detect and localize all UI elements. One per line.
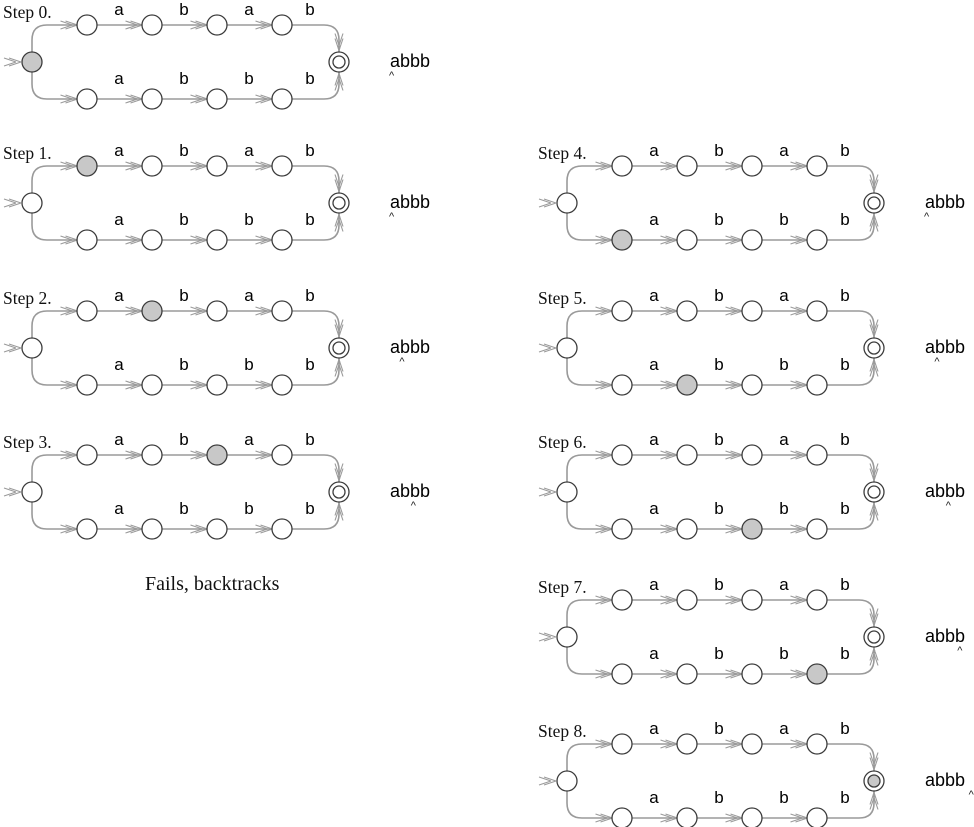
state-bottom-2	[142, 230, 162, 250]
state-top-1	[612, 445, 632, 465]
input-caret: ^	[389, 70, 395, 82]
transition-label-top: a	[244, 285, 254, 305]
state-bottom-3	[207, 375, 227, 395]
arrowheads	[4, 162, 343, 244]
transition-label-bottom: b	[714, 499, 724, 518]
state-bottom-3	[207, 230, 227, 250]
input-string	[390, 481, 430, 511]
transition-label-bottom: b	[244, 499, 254, 518]
state-start	[557, 338, 577, 358]
arrowheads	[4, 307, 343, 389]
state-final-inner	[868, 342, 880, 354]
nfa-step-2	[2, 286, 442, 414]
step-label: Step 5.	[538, 287, 587, 308]
state-final-inner	[868, 631, 880, 643]
nfa-step-8	[537, 719, 974, 827]
transition-label-top: a	[649, 574, 659, 594]
transition-label-top: b	[714, 285, 724, 305]
step-label: Step 2.	[3, 287, 52, 308]
transition-label-top: a	[649, 141, 659, 160]
transition-label-bottom: a	[649, 788, 659, 807]
transition-label-top: a	[649, 719, 659, 738]
transition-label-bottom: b	[244, 210, 254, 229]
nfa-graph	[537, 575, 974, 703]
input-string	[390, 192, 430, 222]
input-text: abbb	[925, 336, 966, 357]
state-top-4	[272, 156, 292, 176]
transition-label-top: b	[714, 719, 724, 738]
state-top-3	[207, 301, 227, 321]
state-top-2	[677, 156, 697, 176]
transition-label-bottom: a	[114, 354, 124, 374]
state-top-4	[272, 15, 292, 35]
state-bottom-1	[612, 808, 632, 827]
transition-label-top: a	[779, 285, 789, 305]
state-bottom-4	[807, 808, 827, 827]
input-caret: ^	[410, 500, 416, 512]
state-top-4	[272, 301, 292, 321]
state-bottom-1	[612, 230, 632, 250]
transition-label-top: a	[779, 719, 789, 738]
transition-label-bottom: b	[840, 788, 850, 807]
input-string	[925, 770, 974, 801]
nfa-graph	[2, 430, 442, 558]
state-top-1	[612, 734, 632, 754]
input-string	[925, 192, 965, 222]
state-top-4	[807, 734, 827, 754]
input-caret: ^	[924, 211, 930, 223]
transition-label-bottom: a	[649, 354, 659, 374]
input-string	[925, 481, 965, 511]
transition-label-top: a	[114, 285, 124, 305]
input-text: abbb	[925, 770, 966, 790]
input-text: abbb	[925, 625, 966, 646]
input-text: abbb	[390, 192, 431, 212]
transition-label-bottom: b	[179, 69, 189, 88]
transition-label-top: b	[179, 430, 189, 449]
transition-label-top: b	[305, 141, 315, 160]
state-top-3	[742, 734, 762, 754]
step-label: Step 3.	[3, 432, 52, 452]
state-final-inner	[333, 56, 345, 68]
arrowheads	[539, 162, 878, 244]
transition-label-top: b	[714, 574, 724, 594]
nfa-step-7	[537, 575, 974, 703]
arrowheads	[4, 451, 343, 533]
state-bottom-2	[142, 89, 162, 109]
state-start	[22, 338, 42, 358]
state-bottom-1	[77, 519, 97, 539]
transition-label-bottom: a	[114, 499, 124, 518]
state-bottom-3	[742, 519, 762, 539]
arrowheads	[539, 451, 878, 533]
transition-label-top: b	[305, 0, 315, 19]
arrowheads	[539, 740, 878, 822]
transition-label-bottom: a	[114, 69, 124, 88]
state-top-1	[77, 156, 97, 176]
transition-label-top: a	[114, 141, 124, 160]
transition-label-bottom: b	[714, 788, 724, 807]
transition-label-top: b	[840, 430, 850, 449]
transition-label-bottom: b	[305, 499, 315, 518]
transition-label-bottom: b	[714, 354, 724, 374]
step-label: Step 6.	[538, 432, 587, 452]
state-top-3	[742, 445, 762, 465]
input-string	[925, 337, 965, 367]
transition-label-bottom: b	[179, 210, 189, 229]
transition-label-bottom: b	[779, 210, 789, 229]
transition-label-bottom: b	[244, 69, 254, 88]
state-bottom-2	[142, 519, 162, 539]
state-top-1	[77, 301, 97, 321]
state-top-3	[207, 156, 227, 176]
transition-label-bottom: b	[779, 788, 789, 807]
transition-label-top: b	[179, 285, 189, 305]
input-text: abbb	[390, 481, 431, 501]
state-start	[22, 193, 42, 213]
state-top-2	[142, 156, 162, 176]
transition-label-top: b	[305, 285, 315, 305]
input-string	[390, 337, 430, 367]
state-top-1	[612, 301, 632, 321]
transition-label-bottom: a	[649, 643, 659, 663]
state-final-inner	[868, 775, 880, 787]
state-bottom-3	[742, 375, 762, 395]
state-top-2	[142, 15, 162, 35]
transition-label-bottom: b	[840, 354, 850, 374]
fails-backtracks-label: Fails, backtracks	[145, 573, 280, 595]
input-caret: ^	[945, 500, 951, 512]
state-start	[557, 193, 577, 213]
state-start	[22, 482, 42, 502]
state-start	[557, 627, 577, 647]
state-bottom-4	[272, 89, 292, 109]
state-top-2	[142, 301, 162, 321]
input-text: abbb	[390, 336, 431, 357]
transition-label-top: b	[179, 0, 189, 19]
nfa-step-1	[2, 141, 442, 269]
nfa-step-4	[537, 141, 974, 269]
state-bottom-4	[272, 375, 292, 395]
state-top-2	[677, 301, 697, 321]
step-label: Step 7.	[538, 576, 587, 597]
step-label: Step 0.	[3, 2, 52, 22]
state-bottom-2	[677, 375, 697, 395]
transition-label-bottom: b	[779, 354, 789, 374]
transition-label-top: b	[179, 141, 189, 160]
nfa-step-0	[2, 0, 442, 128]
state-bottom-4	[807, 230, 827, 250]
state-bottom-2	[677, 808, 697, 827]
nfa-graph	[537, 141, 974, 269]
transition-label-bottom: a	[114, 210, 124, 229]
transition-label-top: b	[840, 719, 850, 738]
state-bottom-4	[272, 519, 292, 539]
state-top-2	[677, 734, 697, 754]
input-text: abbb	[925, 192, 966, 212]
state-bottom-3	[742, 664, 762, 684]
transition-label-top: a	[779, 141, 789, 160]
nfa-step-5	[537, 286, 974, 414]
state-top-4	[272, 445, 292, 465]
step-label: Step 1.	[3, 143, 52, 163]
state-top-2	[677, 590, 697, 610]
input-caret: ^	[399, 355, 405, 368]
step-label: Step 4.	[538, 143, 587, 163]
state-bottom-4	[807, 519, 827, 539]
nfa-step-6	[537, 430, 974, 558]
transition-label-top: a	[114, 430, 124, 449]
input-string	[390, 51, 430, 81]
state-top-1	[77, 15, 97, 35]
transition-label-bottom: b	[305, 69, 315, 88]
state-top-2	[677, 445, 697, 465]
transition-label-bottom: b	[305, 210, 315, 229]
transition-label-bottom: b	[179, 499, 189, 518]
state-start	[557, 482, 577, 502]
input-caret: ^	[934, 355, 940, 368]
transition-label-bottom: b	[840, 210, 850, 229]
transition-label-top: a	[244, 0, 254, 19]
transition-label-bottom: b	[840, 643, 850, 663]
state-top-2	[142, 445, 162, 465]
state-bottom-3	[207, 519, 227, 539]
transition-label-top: b	[714, 430, 724, 449]
transition-label-top: a	[244, 430, 254, 449]
transition-label-bottom: b	[779, 499, 789, 518]
transition-label-top: b	[840, 141, 850, 160]
transition-label-top: b	[714, 141, 724, 160]
transition-label-bottom: b	[179, 354, 189, 374]
state-top-1	[77, 445, 97, 465]
input-text: abbb	[390, 51, 431, 71]
state-bottom-2	[677, 664, 697, 684]
state-start	[557, 771, 577, 791]
nfa-step-3	[2, 430, 442, 558]
nfa-graph	[537, 719, 974, 827]
state-top-3	[207, 15, 227, 35]
input-caret: ^	[968, 789, 974, 801]
state-top-3	[742, 590, 762, 610]
transition-label-top: a	[779, 574, 789, 594]
state-bottom-3	[207, 89, 227, 109]
state-start	[22, 52, 42, 72]
input-caret: ^	[389, 211, 395, 223]
state-bottom-1	[612, 519, 632, 539]
step-label: Step 8.	[538, 721, 587, 741]
transition-label-bottom: b	[714, 643, 724, 663]
transition-label-top: a	[649, 285, 659, 305]
arrowheads	[539, 307, 878, 389]
state-bottom-3	[742, 230, 762, 250]
transition-label-top: a	[244, 141, 254, 160]
state-bottom-4	[807, 375, 827, 395]
nfa-graph	[537, 286, 974, 414]
input-text: abbb	[925, 481, 966, 501]
state-final-inner	[333, 342, 345, 354]
state-bottom-1	[77, 89, 97, 109]
state-bottom-1	[612, 375, 632, 395]
nfa-graph	[2, 286, 442, 414]
transition-label-bottom: b	[779, 643, 789, 663]
state-bottom-4	[807, 664, 827, 684]
input-string	[925, 626, 965, 656]
nfa-graph	[2, 141, 442, 269]
state-final-inner	[333, 197, 345, 209]
state-top-1	[612, 156, 632, 176]
transition-label-bottom: b	[714, 210, 724, 229]
state-bottom-1	[612, 664, 632, 684]
transition-label-bottom: a	[649, 210, 659, 229]
state-bottom-4	[272, 230, 292, 250]
state-top-4	[807, 156, 827, 176]
transition-label-top: b	[305, 430, 315, 449]
state-bottom-2	[677, 519, 697, 539]
state-bottom-2	[677, 230, 697, 250]
transition-label-top: b	[840, 285, 850, 305]
arrowheads	[4, 21, 343, 103]
state-top-3	[742, 301, 762, 321]
arrowheads	[539, 596, 878, 678]
state-bottom-2	[142, 375, 162, 395]
transition-label-top: b	[840, 574, 850, 594]
state-top-3	[742, 156, 762, 176]
state-final-inner	[333, 486, 345, 498]
nfa-graph	[537, 430, 974, 558]
state-top-3	[207, 445, 227, 465]
state-bottom-1	[77, 230, 97, 250]
transition-label-top: a	[114, 0, 124, 19]
transition-label-bottom: b	[840, 499, 850, 518]
transition-label-bottom: a	[649, 499, 659, 518]
transition-label-bottom: b	[305, 354, 315, 374]
nfa-graph	[2, 0, 442, 128]
transition-label-top: a	[779, 430, 789, 449]
state-bottom-3	[742, 808, 762, 827]
state-final-inner	[868, 486, 880, 498]
state-bottom-1	[77, 375, 97, 395]
input-caret: ^	[957, 644, 963, 657]
transition-label-top: a	[649, 430, 659, 449]
state-top-4	[807, 301, 827, 321]
transition-label-bottom: b	[244, 354, 254, 374]
state-final-inner	[868, 197, 880, 209]
state-top-4	[807, 445, 827, 465]
state-top-4	[807, 590, 827, 610]
state-top-1	[612, 590, 632, 610]
